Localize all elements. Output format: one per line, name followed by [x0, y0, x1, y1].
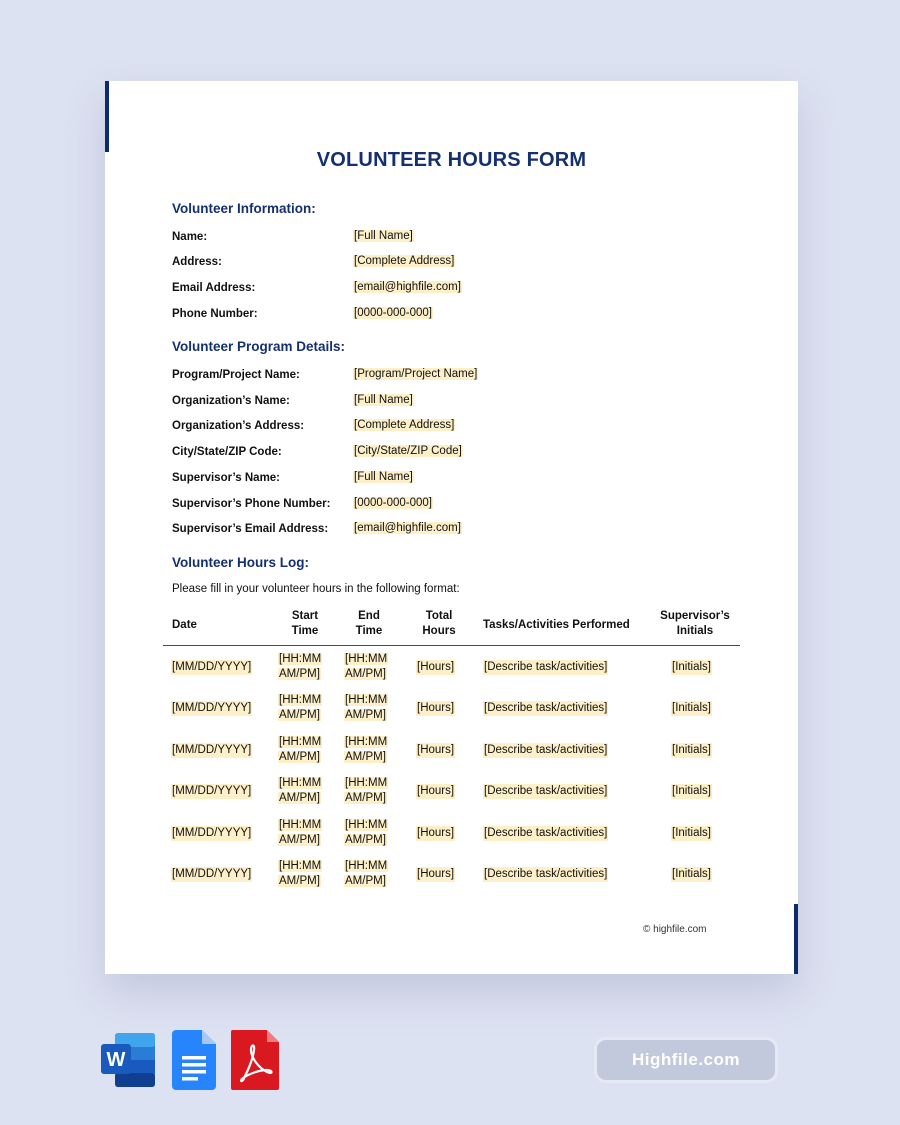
copyright-text: © highfile.com — [643, 924, 707, 935]
cell-initials: [Initials] — [672, 868, 711, 880]
cell-end-time — [344, 859, 404, 889]
cell-start-time — [278, 693, 338, 723]
field-label: Program/Project Name: — [172, 369, 300, 381]
cell-end-time — [344, 652, 404, 682]
document-page — [105, 81, 798, 974]
field-value: [email@highfile.com] — [354, 522, 461, 534]
cell-hours: [Hours] — [417, 744, 455, 756]
field-value: [Complete Address] — [354, 419, 455, 431]
table-row — [163, 648, 740, 689]
field-label: City/State/ZIP Code: — [172, 446, 282, 458]
cell-task: [Describe task/activities] — [484, 785, 608, 797]
hours-log-instruction: Please fill in your volunteer hours in the following format: — [172, 583, 460, 595]
table-row — [163, 772, 740, 813]
cell-start-line1: [HH:MM — [279, 860, 322, 872]
field-value: [Program/Project Name] — [354, 368, 478, 380]
field-value: [Full Name] — [354, 471, 413, 483]
cell-task: [Describe task/activities] — [484, 868, 608, 880]
cell-initials: [Initials] — [672, 744, 711, 756]
cell-end-line2: AM/PM] — [345, 709, 386, 721]
table-header — [163, 607, 740, 646]
cell-initials: [Initials] — [672, 661, 711, 673]
cell-task: [Describe task/activities] — [484, 827, 608, 839]
cell-end-line2: AM/PM] — [345, 668, 386, 680]
hours-log-heading: Volunteer Hours Log: — [172, 555, 309, 570]
cell-start-line2: AM/PM] — [279, 792, 320, 804]
cell-start-line1: [HH:MM — [279, 653, 322, 665]
cell-end-line1: [HH:MM — [345, 777, 388, 789]
cell-date: [MM/DD/YYYY] — [172, 868, 252, 880]
cell-end-time — [344, 693, 404, 723]
cell-task: [Describe task/activities] — [484, 661, 608, 673]
cell-end-time — [344, 735, 404, 765]
cell-date: [MM/DD/YYYY] — [172, 744, 252, 756]
field-value: [Full Name] — [354, 394, 413, 406]
cell-hours: [Hours] — [417, 868, 455, 880]
field-label: Supervisor’s Email Address: — [172, 523, 329, 535]
cell-end-line2: AM/PM] — [345, 834, 386, 846]
cell-start-line1: [HH:MM — [279, 777, 322, 789]
pdf-icon[interactable] — [231, 1030, 281, 1090]
cell-initials: [Initials] — [672, 702, 711, 714]
col-supervisor-initials — [657, 609, 733, 639]
cell-end-line1: [HH:MM — [345, 694, 388, 706]
cell-initials: [Initials] — [672, 785, 711, 797]
cell-end-time — [344, 776, 404, 806]
field-label: Supervisor’s Phone Number: — [172, 498, 331, 510]
cell-end-line1: [HH:MM — [345, 736, 388, 748]
field-label: Organization’s Address: — [172, 420, 305, 432]
field-value: [City/State/ZIP Code] — [354, 445, 462, 457]
field-label: Phone Number: — [172, 308, 258, 320]
accent-bar-top — [105, 81, 109, 152]
col-start-time — [280, 609, 330, 639]
word-icon[interactable] — [101, 1030, 157, 1090]
table-row — [163, 731, 740, 772]
cell-task: [Describe task/activities] — [484, 702, 608, 714]
cell-hours: [Hours] — [417, 827, 455, 839]
cell-start-line2: AM/PM] — [279, 875, 320, 887]
cell-end-line1: [HH:MM — [345, 860, 388, 872]
table-row — [163, 855, 740, 896]
col-initials-line2: Initials — [676, 625, 714, 637]
cell-start-line2: AM/PM] — [279, 668, 320, 680]
cell-start-line1: [HH:MM — [279, 694, 322, 706]
field-label: Address: — [172, 256, 222, 268]
cell-date: [MM/DD/YYYY] — [172, 702, 252, 714]
google-docs-icon[interactable] — [172, 1030, 218, 1090]
accent-bar-bottom — [794, 904, 798, 974]
col-tasks: Tasks/Activities Performed — [483, 619, 630, 631]
field-value: [email@highfile.com] — [354, 281, 461, 293]
cell-start-time — [278, 776, 338, 806]
cell-initials: [Initials] — [672, 827, 711, 839]
table-row — [163, 814, 740, 855]
col-end-time — [346, 609, 392, 639]
cell-hours: [Hours] — [417, 785, 455, 797]
col-total-line1: Total — [425, 610, 453, 622]
field-value: [0000-000-000] — [354, 497, 433, 509]
cell-date: [MM/DD/YYYY] — [172, 827, 252, 839]
cell-date: [MM/DD/YYYY] — [172, 661, 252, 673]
cell-start-time — [278, 859, 338, 889]
cell-end-line2: AM/PM] — [345, 875, 386, 887]
document-title: VOLUNTEER HOURS FORM — [316, 149, 587, 171]
cell-hours: [Hours] — [417, 661, 455, 673]
cell-end-line1: [HH:MM — [345, 653, 388, 665]
cell-hours: [Hours] — [417, 702, 455, 714]
field-value: [Full Name] — [354, 230, 413, 242]
col-end-line1: End — [358, 610, 380, 622]
cell-end-line2: AM/PM] — [345, 751, 386, 763]
field-value: [Complete Address] — [354, 255, 455, 267]
cell-start-time — [278, 735, 338, 765]
cell-start-line2: AM/PM] — [279, 709, 320, 721]
col-total-hours — [416, 609, 462, 639]
field-label: Organization’s Name: — [172, 395, 290, 407]
cell-start-line2: AM/PM] — [279, 834, 320, 846]
field-label: Supervisor’s Name: — [172, 472, 281, 484]
table-row — [163, 689, 740, 730]
col-total-line2: Hours — [422, 625, 456, 637]
word-icon-letter: W — [106, 1049, 126, 1071]
col-start-line1: Start — [291, 610, 319, 622]
field-label: Email Address: — [172, 282, 256, 294]
volunteer-info-heading: Volunteer Information: — [172, 201, 316, 216]
cell-end-line1: [HH:MM — [345, 819, 388, 831]
col-end-line2: Time — [355, 625, 383, 637]
cell-start-line2: AM/PM] — [279, 751, 320, 763]
cell-task: [Describe task/activities] — [484, 744, 608, 756]
field-label: Name: — [172, 231, 208, 243]
cell-start-line1: [HH:MM — [279, 819, 322, 831]
col-start-line2: Time — [291, 625, 319, 637]
cell-start-time — [278, 818, 338, 848]
cell-end-time — [344, 818, 404, 848]
cell-start-time — [278, 652, 338, 682]
cell-date: [MM/DD/YYYY] — [172, 785, 252, 797]
col-date: Date — [172, 619, 197, 631]
field-value: [0000-000-000] — [354, 307, 433, 319]
col-initials-line1: Supervisor’s — [660, 610, 730, 622]
cell-end-line2: AM/PM] — [345, 792, 386, 804]
program-details-heading: Volunteer Program Details: — [172, 339, 346, 354]
brand-badge[interactable]: Highfile.com — [594, 1037, 778, 1083]
cell-start-line1: [HH:MM — [279, 736, 322, 748]
